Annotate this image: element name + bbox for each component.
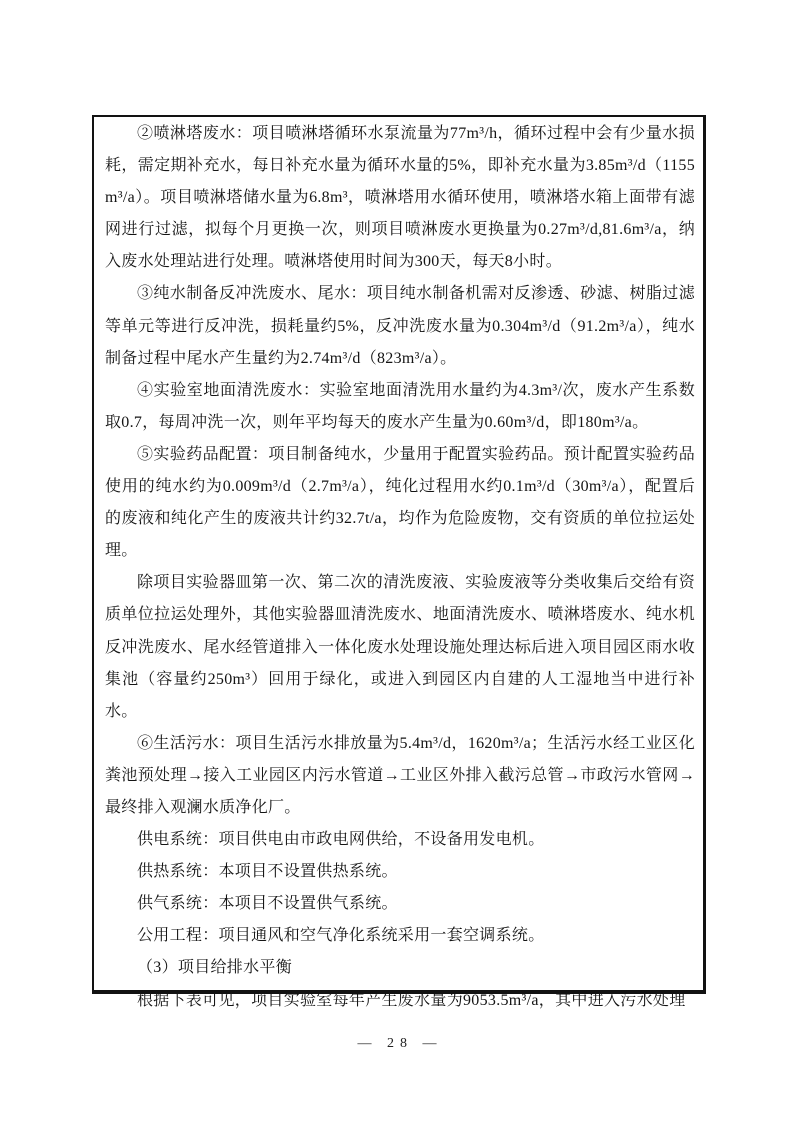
paragraph-lab-floor-washing: ④实验室地面清洗废水：实验室地面清洗用水量约为4.3m³/次，废水产生系数取0.7，每周冲洗一次，则年平均每天的废水产生量为0.60m³/d，即180m³/a。 xyxy=(105,381,695,431)
page-number: — 28 — xyxy=(357,1036,443,1051)
paragraph-pure-water-backwash: ③纯水制备反冲洗废水、尾水：项目纯水制备机需对反渗透、砂滤、树脂过滤等单元等进行反冲洗，损耗量约5%，反冲洗废水量为0.304m³/d（91.2m³/a），纯水制备过程中尾水产生量约为2.74m³/d（823m³/a）。 xyxy=(105,285,695,367)
paragraph-power-supply-system: 供电系统：项目供电由市政电网供给，不设备用发电机。 xyxy=(137,831,545,849)
text-frame xyxy=(92,115,706,1009)
paragraph-heating-system: 供热系统：本项目不设置供热系统。 xyxy=(137,863,398,881)
paragraph-utility-engineering: 公用工程：项目通风和空气净化系统采用一套空调系统。 xyxy=(137,927,545,945)
paragraph-water-balance-intro: 根据下表可见，项目实验室每年产生废水量为9053.5m³/a，其中进入污水处理 xyxy=(137,991,686,1009)
paragraph-spray-tower-wastewater: ②喷淋塔废水：项目喷淋塔循环水泵流量为77m³/h，循环过程中会有少量水损耗，需定期补充水，每日补充水量为循环水量的5%，即补充水量为3.85m³/d（1155m³/a）。项目喷淋塔储水量为6.8m³，喷淋塔用水循环使用，喷淋塔水箱上面带有滤网进行过滤，拟每个月更换一次，则项目喷淋废水更换量为0.27m³/d,81.6m³/a，纳入废水处理站进行处理。喷淋塔使用时间为300天，每天8小时。 xyxy=(105,125,695,271)
paragraph-domestic-sewage: ⑥生活污水：项目生活污水排放量为5.4m³/d，1620m³/a；生活污水经工业区化粪池预处理→接入工业园区内污水管道→工业区外排入截污总管→市政污水管网→最终排入观澜水质净化厂。 xyxy=(105,734,695,816)
paragraph-wastewater-disposal-route: 除项目实验器皿第一次、第二次的清洗废液、实验废液等分类收集后交给有资质单位拉运处理外，其他实验器皿清洗废水、地面清洗废水、喷淋塔废水、纯水机反冲洗废水、尾水经管道排入一体化废水处理设施处理达标后进入项目园区雨水收集池（容量约250m³）回用于绿化，或进入到园区内自建的人工湿地当中进行补水。 xyxy=(105,574,695,720)
paragraph-gas-supply-system: 供气系统：本项目不设置供气系统。 xyxy=(137,895,398,913)
heading-water-balance: （3）项目给排水平衡 xyxy=(137,959,293,977)
paragraph-reagent-preparation: ⑤实验药品配置：项目制备纯水，少量用于配置实验药品。预计配置实验药品使用的纯水约为0.009m³/d（2.7m³/a），纯化过程用水约0.1m³/d（30m³/a），配置后的废液和纯化产生的废液共计约32.7t/a，均作为危险废物，交有资质的单位拉运处理。 xyxy=(105,445,695,560)
